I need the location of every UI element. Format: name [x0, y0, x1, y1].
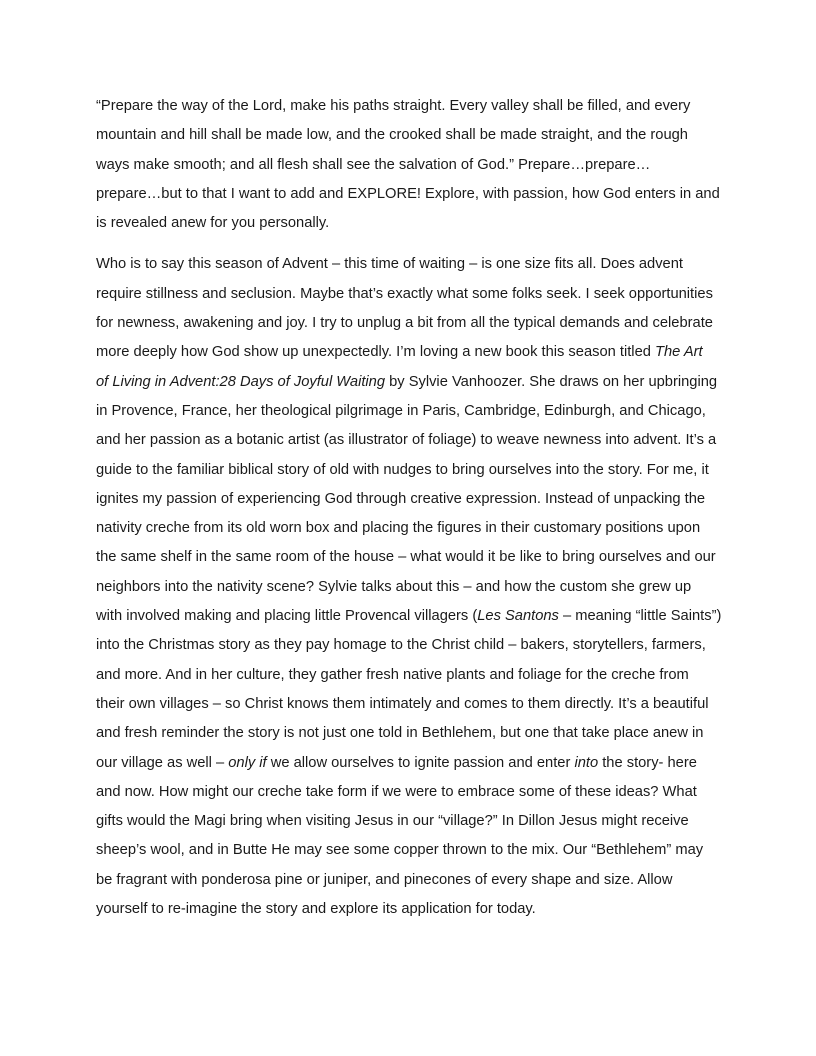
- text-line: [96, 397, 722, 426]
- text-line: [96, 121, 722, 150]
- text-run: yourself to re-imagine the story and explore its application for today.: [96, 901, 536, 918]
- text-run: neighbors into the nativity scene? Sylvie talks about this – and how the custom she grew up: [96, 578, 692, 595]
- text-line: [96, 866, 722, 895]
- text-run: our village as well –: [96, 754, 229, 771]
- text-run: and fresh reminder the story is not just one told in Bethlehem, but one that take place anew in: [96, 725, 704, 742]
- text-line: [96, 280, 722, 309]
- text-line: [96, 514, 722, 543]
- text-run: require stillness and seclusion. Maybe that’s exactly what some folks seek. I seek opportunities: [96, 285, 713, 302]
- text-run: more deeply how God show up unexpectedly. I’m loving a new book this season titled: [96, 344, 655, 361]
- text-run: Who is to say this season of Advent – this time of waiting – is one size fits all. Does advent: [96, 256, 683, 273]
- text-run: and now. How might our creche take form if we were to embrace some of these ideas? What: [96, 783, 697, 800]
- text-line: [96, 836, 722, 865]
- text-line: [96, 895, 722, 924]
- text-line: [96, 602, 722, 631]
- text-line: [96, 543, 722, 572]
- text-run: prepare…but to that I want to add and EXPLORE! Explore, with passion, how God enters in and: [96, 185, 720, 202]
- text-line: [96, 209, 722, 238]
- text-run: the story- here: [598, 754, 697, 771]
- text-run: ways make smooth; and all flesh shall see the salvation of God.” Prepare…prepare…: [96, 156, 651, 173]
- text-line: [96, 749, 722, 778]
- text-line: [96, 456, 722, 485]
- italic-text: The Art: [655, 344, 703, 361]
- text-run: and more. And in her culture, they gather fresh native plants and foliage for the creche from: [96, 666, 689, 683]
- text-line: [96, 661, 722, 690]
- text-run: mountain and hill shall be made low, and the crooked shall be made straight, and the rough: [96, 127, 688, 144]
- text-run: nativity creche from its old worn box and placing the figures in their customary positions upon: [96, 520, 701, 537]
- italic-text: of Living in Advent:28 Days of Joyful Waiting: [96, 373, 386, 390]
- paragraph-1: [96, 92, 722, 238]
- italic-text: into: [574, 754, 599, 771]
- text-run: with involved making and placing little Provencal villagers (: [96, 608, 478, 625]
- text-run: – meaning “little Saints”): [558, 608, 722, 625]
- paragraph-2: [96, 250, 722, 924]
- document-body: [96, 92, 722, 936]
- text-line: [96, 807, 722, 836]
- text-run: the same shelf in the same room of the house – what would it be like to bring ourselves and our: [96, 549, 716, 566]
- text-line: [96, 690, 722, 719]
- text-run: by Sylvie Vanhoozer. She draws on her upbringing: [385, 373, 718, 390]
- text-line: [96, 338, 722, 367]
- text-line: [96, 151, 722, 180]
- text-line: [96, 631, 722, 660]
- text-run: is revealed anew for you personally.: [96, 215, 330, 232]
- text-run: be fragrant with ponderosa pine or juniper, and pinecones of every shape and size. Allow: [96, 871, 673, 888]
- text-run: guide to the familiar biblical story of old with nudges to bring ourselves into the story. For me, it: [96, 461, 709, 478]
- text-line: [96, 573, 722, 602]
- text-line: [96, 426, 722, 455]
- italic-text: Les Santons: [477, 608, 559, 625]
- text-run: sheep’s wool, and in Butte He may see some copper thrown to the mix. Our “Bethlehem” may: [96, 842, 704, 859]
- text-run: their own villages – so Christ knows them intimately and comes to them directly. It’s a beautiful: [96, 695, 709, 712]
- text-run: in Provence, France, her theological pilgrimage in Paris, Cambridge, Edinburgh, and Chicago,: [96, 402, 706, 419]
- italic-text: only if: [228, 754, 267, 771]
- text-run: into the Christmas story as they pay homage to the Christ child – bakers, storytellers, farmers,: [96, 637, 706, 654]
- text-run: and her passion as a botanic artist (as illustrator of foliage) to weave newness into advent. It’s a: [96, 432, 717, 449]
- text-run: for newness, awakening and joy. I try to unplug a bit from all the typical demands and celebrate: [96, 315, 713, 332]
- text-line: [96, 368, 722, 397]
- text-run: we allow ourselves to ignite passion and enter: [266, 754, 575, 771]
- text-line: [96, 180, 722, 209]
- text-run: “Prepare the way of the Lord, make his paths straight. Every valley shall be filled, and every: [96, 98, 691, 114]
- text-run: ignites my passion of experiencing God through creative expression. Instead of unpacking the: [96, 490, 706, 507]
- text-line: [96, 719, 722, 748]
- text-line: [96, 485, 722, 514]
- text-line: [96, 92, 722, 121]
- text-run: gifts would the Magi bring when visiting Jesus in our “village?” In Dillon Jesus might receive: [96, 813, 689, 830]
- text-line: [96, 309, 722, 338]
- text-line: [96, 778, 722, 807]
- text-line: [96, 250, 722, 279]
